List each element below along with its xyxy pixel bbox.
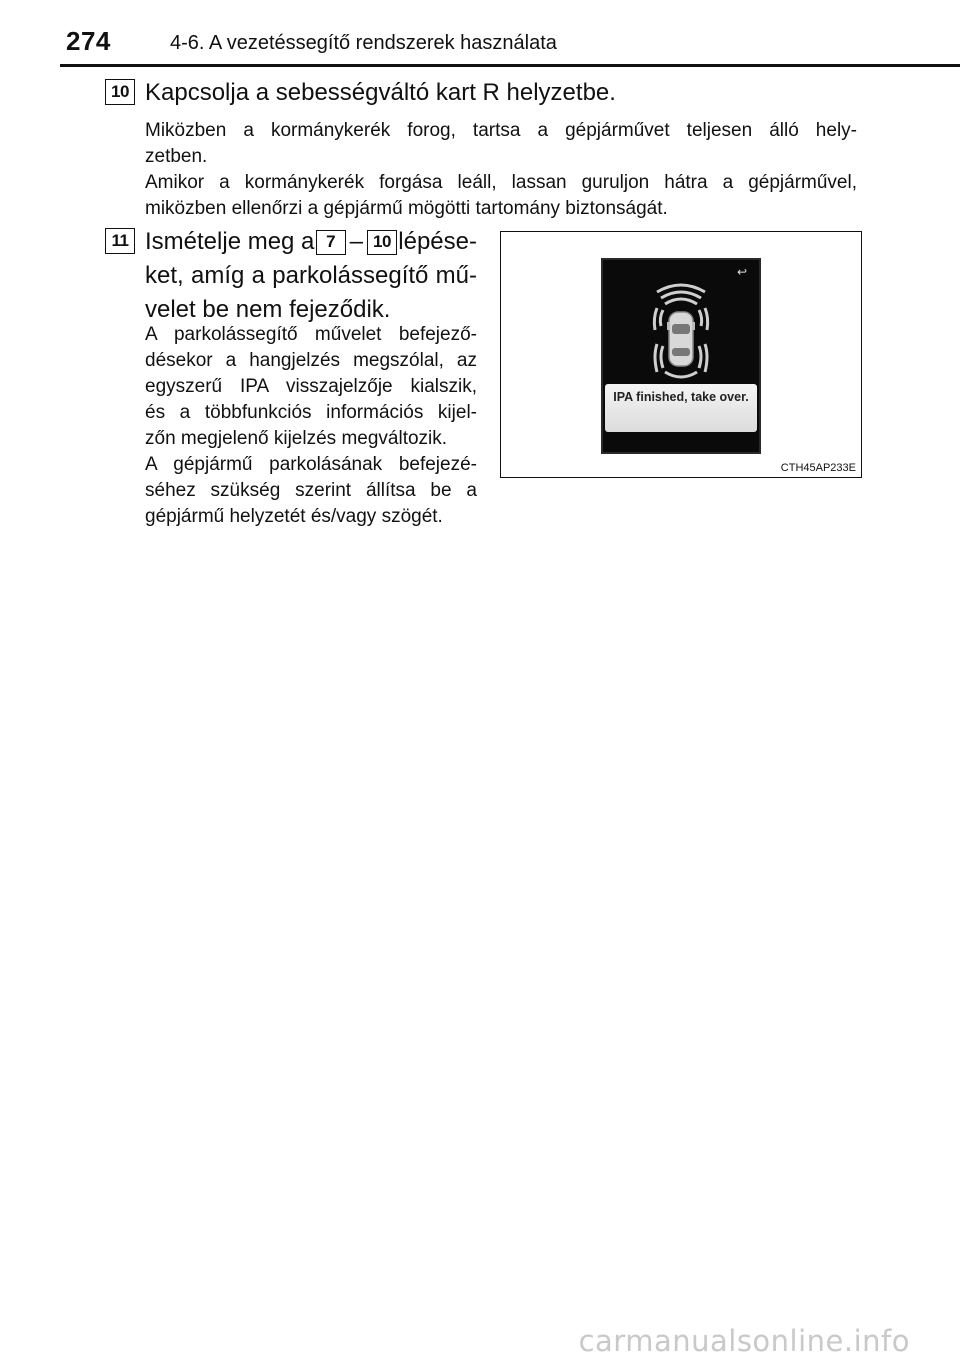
page-number: 274 xyxy=(66,26,111,56)
step-11-badge: 11 xyxy=(105,228,135,254)
step-11-body xyxy=(145,322,477,530)
step-11-body-line: és a többfunkciós információs kijel- xyxy=(145,402,477,423)
step-11-heading-line-1 xyxy=(145,225,477,259)
step-ref-10-link[interactable]: 10 xyxy=(367,230,397,255)
header-divider xyxy=(60,64,960,67)
step-10-body xyxy=(145,118,857,222)
figure-code: CTH45AP233E xyxy=(780,462,856,474)
ipa-finished-message: IPA finished, take over. xyxy=(613,390,749,404)
car-top-view-icon xyxy=(667,312,695,366)
step-11-heading-suffix: lépése- xyxy=(398,228,477,255)
section-title: 4-6. A vezetéssegítő rendszerek használata xyxy=(170,32,557,54)
step-11-heading-line: velet be nem fejeződik. xyxy=(145,296,391,323)
range-dash: – xyxy=(349,228,364,255)
step-10-body-line: miközben ellenőrzi a gépjármű mögötti tartomány biztonságát. xyxy=(145,198,668,219)
status-message-box xyxy=(605,384,757,432)
step-11-body-line: A parkolássegítő művelet befejező- xyxy=(145,324,477,345)
display-illustration xyxy=(500,231,862,478)
step-11-body-line: A gépjármű parkolásának befejezé- xyxy=(145,454,477,475)
step-11-body-line: désekor a hangjelzés megszólal, az xyxy=(145,350,477,371)
step-11-body-line: zőn megjelenő kijelzés megváltozik. xyxy=(145,428,448,449)
step-11-body-line: gépjármű helyzetét és/vagy szögét. xyxy=(145,506,443,527)
step-11-heading-prefix: Ismételje meg a xyxy=(145,228,315,255)
step-11-body-line: séhez szükség szerint állítsa be a xyxy=(145,480,477,501)
step-11-heading xyxy=(145,225,477,327)
step-10-badge: 10 xyxy=(105,79,135,105)
step-10-heading: Kapcsolja a sebességváltó kart R helyzetbe. xyxy=(145,79,616,106)
step-range xyxy=(316,225,397,259)
page-header xyxy=(0,0,960,66)
step-10-body-line: zetben. xyxy=(145,146,208,167)
step-11-heading-line: ket, amíg a parkolássegítő mű- xyxy=(145,262,477,289)
step-ref-7-link[interactable]: 7 xyxy=(316,230,346,255)
step-10-body-line: Amikor a kormánykerék forgása leáll, lassan guruljon hátra a gépjárművel, xyxy=(145,172,857,193)
back-arrow-icon: ↩ xyxy=(737,265,748,279)
multi-info-display-screen xyxy=(601,258,761,454)
step-11-body-line: egyszerű IPA visszajelzője kialszik, xyxy=(145,376,477,397)
watermark: carmanualsonline.info xyxy=(578,1324,910,1358)
step-10-body-line: Miközben a kormánykerék forog, tartsa a gépjárművet teljesen álló hely- xyxy=(145,120,857,141)
